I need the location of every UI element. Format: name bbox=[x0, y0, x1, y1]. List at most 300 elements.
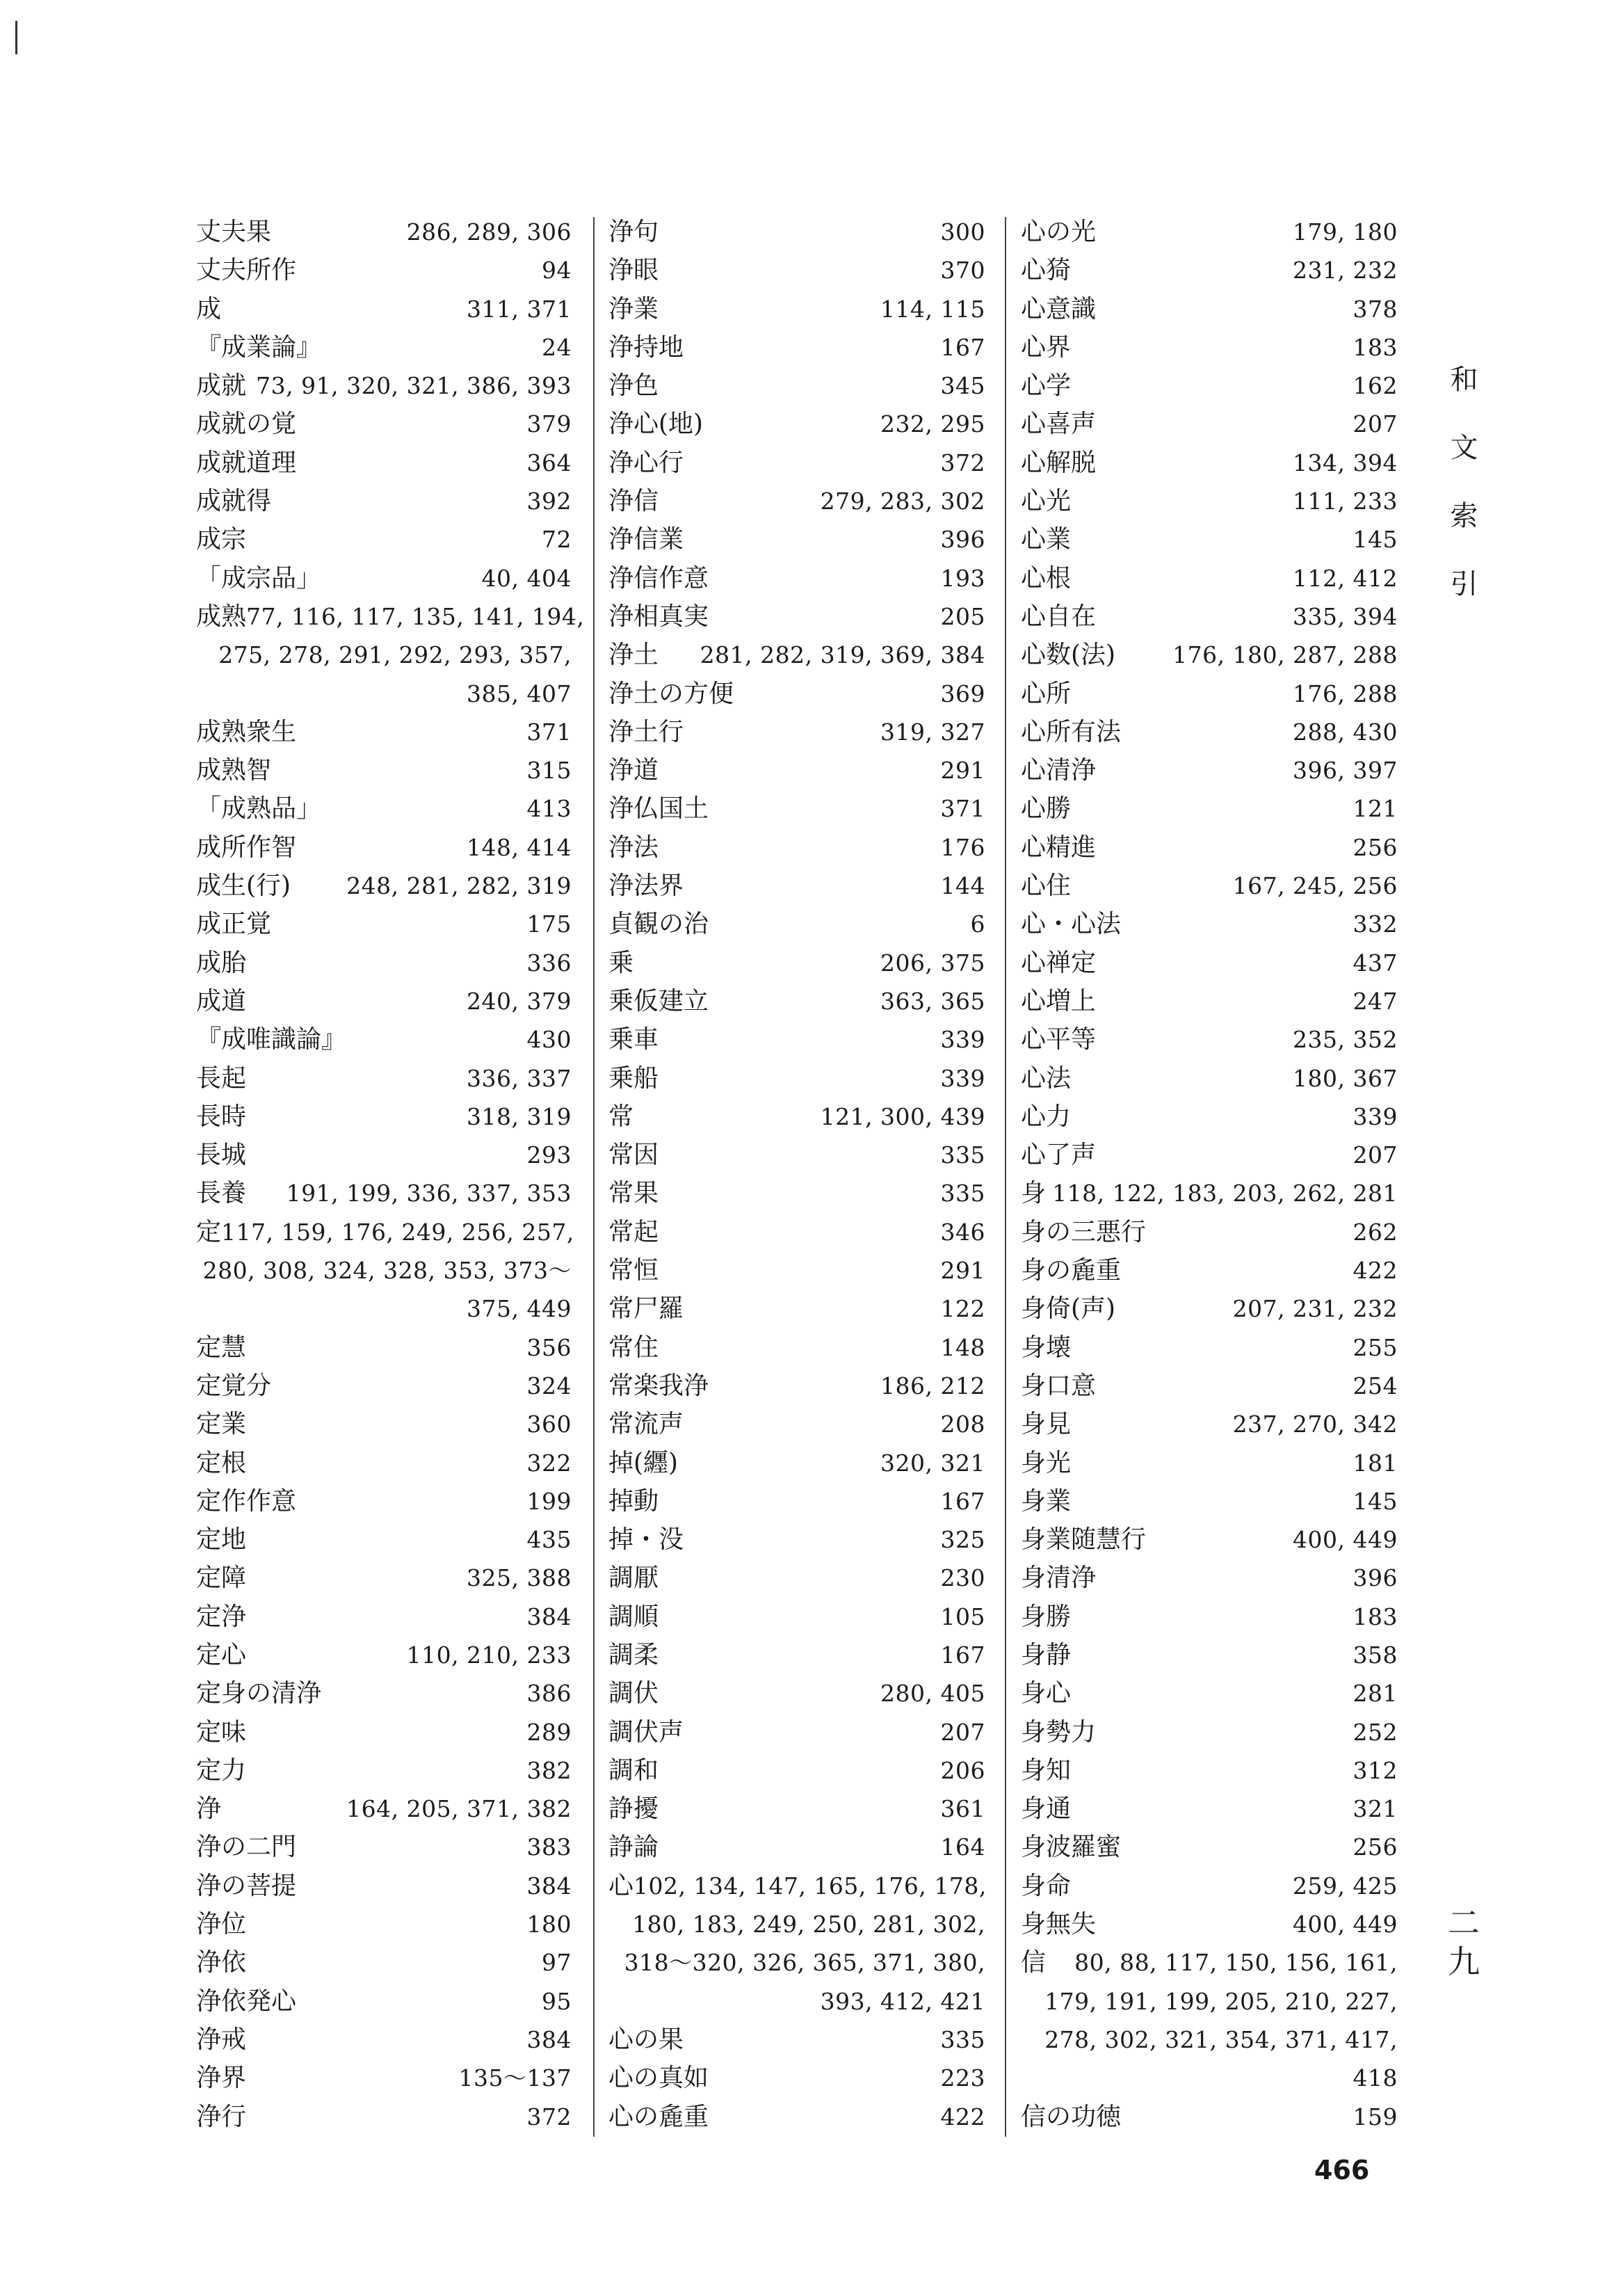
index-entry bbox=[608, 405, 985, 443]
index-entry bbox=[1021, 2098, 1398, 2136]
index-page-refs: 255 bbox=[1352, 1333, 1398, 1361]
index-term: 成 bbox=[196, 294, 222, 323]
index-term: 心・心法 bbox=[1021, 910, 1122, 939]
index-term: 身心 bbox=[1021, 1679, 1072, 1708]
index-term: 乗船 bbox=[608, 1063, 659, 1093]
index-term: 信 bbox=[1021, 1948, 1047, 1977]
index-term: 身の麁重 bbox=[1021, 1256, 1122, 1285]
index-term: 『成業論』 bbox=[196, 332, 322, 362]
index-page-refs: 384 bbox=[526, 1872, 572, 1900]
index-entry-continuation: 275, 278, 291, 292, 293, 357, bbox=[218, 641, 572, 669]
index-entry-continuation: 375, 449 bbox=[467, 1295, 572, 1323]
index-entry bbox=[196, 1636, 572, 1674]
index-term: 心了声 bbox=[1021, 1141, 1097, 1170]
index-entry bbox=[196, 1098, 572, 1136]
index-page-refs: 180 bbox=[526, 1911, 572, 1938]
index-entry bbox=[1021, 1674, 1398, 1712]
index-entry bbox=[1021, 751, 1398, 789]
index-entry bbox=[1021, 1636, 1398, 1674]
index-term: 乗車 bbox=[608, 1025, 659, 1054]
index-term: 常尸羅 bbox=[608, 1294, 684, 1324]
index-entry bbox=[196, 1405, 572, 1443]
index-entry bbox=[196, 1598, 572, 1636]
index-term: 定心 bbox=[196, 1640, 247, 1669]
index-entry bbox=[608, 1098, 985, 1136]
index-term: 成所作智 bbox=[196, 833, 297, 862]
index-page-refs: 286, 289, 306 bbox=[406, 218, 572, 246]
index-term: 浄位 bbox=[196, 1910, 247, 1939]
index-column-2 bbox=[608, 213, 985, 2136]
index-term: 浄持地 bbox=[608, 332, 684, 362]
index-term: 成熟 bbox=[196, 602, 247, 631]
index-term: 「成熟品」 bbox=[196, 794, 322, 824]
index-term: 心の果 bbox=[608, 2025, 684, 2054]
index-term: 心光 bbox=[1021, 487, 1072, 516]
index-page-refs: 207, 231, 232 bbox=[1232, 1295, 1398, 1323]
index-page-refs: 396 bbox=[1352, 1564, 1398, 1592]
index-entry bbox=[196, 2021, 572, 2059]
index-term: 身倚(声) bbox=[1021, 1294, 1116, 1324]
index-entry bbox=[608, 597, 985, 636]
index-entry bbox=[608, 1520, 985, 1559]
index-term: 成道 bbox=[196, 986, 247, 1015]
index-entry bbox=[608, 1290, 985, 1328]
index-page-refs: 230 bbox=[940, 1564, 985, 1592]
index-term: 成熟智 bbox=[196, 756, 272, 785]
index-entry bbox=[608, 1828, 985, 1866]
index-term: 心所有法 bbox=[1021, 717, 1122, 746]
index-term: 常楽我浄 bbox=[608, 1371, 709, 1400]
index-term: 身口意 bbox=[1021, 1371, 1097, 1400]
index-page-refs: 80, 88, 117, 150, 156, 161, bbox=[1074, 1949, 1398, 1977]
index-entry-continuation: 180, 183, 249, 250, 281, 302, bbox=[632, 1911, 985, 1938]
index-term: 浄の二門 bbox=[196, 1833, 297, 1862]
index-term: 貞観の治 bbox=[608, 910, 709, 939]
index-page-refs: 293 bbox=[526, 1141, 572, 1169]
index-entry bbox=[1021, 1136, 1398, 1174]
index-entry bbox=[608, 636, 985, 674]
index-page-refs: 40, 404 bbox=[481, 564, 572, 592]
index-term: 心禅定 bbox=[1021, 948, 1097, 977]
index-page-refs: 105 bbox=[940, 1603, 985, 1630]
index-term: 心喜声 bbox=[1021, 410, 1097, 439]
index-term: 常因 bbox=[608, 1141, 659, 1170]
index-term: 身の三悪行 bbox=[1021, 1217, 1147, 1246]
index-term: 浄の菩提 bbox=[196, 1871, 297, 1900]
index-term: 成宗 bbox=[196, 525, 247, 554]
index-page-refs: 207 bbox=[940, 1718, 985, 1746]
index-page-refs: 372 bbox=[526, 2103, 572, 2130]
index-page-refs: 372 bbox=[940, 449, 985, 476]
index-entry bbox=[608, 1213, 985, 1251]
index-page-refs: 336, 337 bbox=[467, 1064, 572, 1092]
index-page-refs: 254 bbox=[1352, 1372, 1398, 1399]
index-page-refs: 148 bbox=[940, 1333, 985, 1361]
index-page-refs: 176 bbox=[940, 833, 985, 861]
index-entry bbox=[608, 1444, 985, 1482]
index-page-refs: 167 bbox=[940, 1641, 985, 1669]
index-column-1 bbox=[196, 213, 585, 2136]
index-entry bbox=[608, 520, 985, 559]
index-page-refs: 144 bbox=[940, 872, 985, 900]
index-entry bbox=[608, 328, 985, 367]
index-page-refs: 176, 180, 287, 288 bbox=[1172, 641, 1398, 669]
index-term: 成胎 bbox=[196, 948, 247, 977]
index-page-refs: 77, 116, 117, 135, 141, 194, bbox=[246, 602, 585, 630]
index-term: 身無失 bbox=[1021, 1910, 1097, 1939]
index-term: 長城 bbox=[196, 1141, 247, 1170]
index-term: 心業 bbox=[1021, 525, 1072, 554]
index-page-refs: 320, 321 bbox=[880, 1449, 985, 1477]
margin-mark bbox=[15, 21, 17, 54]
index-term: 浄業 bbox=[608, 294, 659, 323]
index-entry bbox=[1021, 982, 1398, 1020]
index-entry bbox=[1021, 636, 1398, 674]
index-term: 浄眼 bbox=[608, 256, 659, 285]
index-page-refs: 164 bbox=[940, 1833, 985, 1861]
index-term: 「成宗品」 bbox=[196, 563, 322, 593]
index-term: 定覚分 bbox=[196, 1371, 272, 1400]
index-entry bbox=[1021, 789, 1398, 828]
index-entry bbox=[1021, 520, 1398, 559]
index-term: 身光 bbox=[1021, 1448, 1072, 1477]
index-term: 浄信作意 bbox=[608, 563, 709, 593]
index-entry bbox=[196, 2059, 572, 2097]
index-entry bbox=[1021, 597, 1398, 636]
index-term: 浄 bbox=[196, 1795, 222, 1824]
index-entry bbox=[196, 1020, 572, 1059]
index-page-refs: 339 bbox=[1352, 1102, 1398, 1130]
index-page-refs: 262 bbox=[1352, 1218, 1398, 1246]
index-entry bbox=[196, 444, 572, 482]
index-page-refs: 205 bbox=[940, 602, 985, 630]
index-page-refs: 358 bbox=[1352, 1641, 1398, 1669]
index-term: 身壊 bbox=[1021, 1333, 1072, 1362]
index-entry bbox=[1021, 1751, 1398, 1790]
index-page-refs: 435 bbox=[526, 1526, 572, 1554]
index-term: 心精進 bbox=[1021, 833, 1097, 862]
index-page-refs: 121 bbox=[1352, 795, 1398, 823]
index-entry bbox=[1021, 251, 1398, 289]
index-page-refs: 319, 327 bbox=[880, 718, 985, 746]
index-term: 成就得 bbox=[196, 487, 272, 516]
index-entry bbox=[1021, 828, 1398, 867]
index-entry bbox=[1021, 1482, 1398, 1520]
index-entry bbox=[608, 751, 985, 789]
index-term: 浄戒 bbox=[196, 2025, 247, 2054]
index-entry bbox=[196, 2098, 572, 2136]
index-term: 身通 bbox=[1021, 1795, 1072, 1824]
index-entry bbox=[1021, 1943, 1398, 1982]
index-page-refs: 361 bbox=[940, 1795, 985, 1823]
index-page-refs: 112, 412 bbox=[1293, 564, 1398, 592]
index-page-refs: 281, 282, 319, 369, 384 bbox=[700, 641, 985, 669]
index-term: 定力 bbox=[196, 1756, 247, 1785]
index-page-refs: 430 bbox=[526, 1026, 572, 1054]
index-entry bbox=[196, 1482, 572, 1520]
index-entry bbox=[608, 1020, 985, 1059]
index-term: 定浄 bbox=[196, 1602, 247, 1631]
index-entry bbox=[1021, 1251, 1398, 1290]
index-entry bbox=[608, 1405, 985, 1443]
index-page-refs: 208 bbox=[940, 1411, 985, 1438]
index-term: 身波羅蜜 bbox=[1021, 1833, 1122, 1862]
index-page-refs: 176, 288 bbox=[1293, 680, 1398, 707]
index-term: 定根 bbox=[196, 1448, 247, 1477]
index-term: 浄行 bbox=[196, 2102, 247, 2131]
index-entry bbox=[608, 1598, 985, 1636]
index-entry bbox=[196, 828, 572, 867]
index-page-refs: 379 bbox=[526, 410, 572, 438]
index-page-refs: 206 bbox=[940, 1756, 985, 1784]
index-term: 定 bbox=[196, 1217, 222, 1246]
index-entry bbox=[196, 1174, 572, 1212]
index-term: 心所 bbox=[1021, 679, 1072, 708]
index-entry bbox=[1021, 482, 1398, 520]
index-page-refs: 318, 319 bbox=[467, 1102, 572, 1130]
index-page-refs: 345 bbox=[940, 372, 985, 400]
index-entry bbox=[196, 944, 572, 982]
index-entry bbox=[1021, 1828, 1398, 1866]
index-entry bbox=[608, 789, 985, 828]
column-divider bbox=[593, 217, 595, 2137]
index-entry bbox=[1021, 1790, 1398, 1828]
index-page-refs: 183 bbox=[1352, 1603, 1398, 1630]
index-entry bbox=[196, 1828, 572, 1866]
index-entry bbox=[608, 444, 985, 482]
index-page-refs: 363, 365 bbox=[880, 987, 985, 1015]
index-page-refs: 311, 371 bbox=[467, 295, 572, 323]
index-term: 定地 bbox=[196, 1525, 247, 1555]
index-page-refs: 259, 425 bbox=[1293, 1872, 1398, 1900]
index-entry bbox=[1021, 1059, 1398, 1098]
index-term: 調順 bbox=[608, 1602, 659, 1631]
index-page-refs: 240, 379 bbox=[467, 987, 572, 1015]
index-term: 諍論 bbox=[608, 1833, 659, 1862]
index-entry bbox=[196, 1905, 572, 1943]
index-page-refs: 102, 134, 147, 165, 176, 178, bbox=[633, 1872, 987, 1900]
index-entry bbox=[1021, 405, 1398, 443]
index-page-refs: 378 bbox=[1352, 295, 1398, 323]
index-entry bbox=[608, 1328, 985, 1367]
index-entry bbox=[1021, 444, 1398, 482]
index-entry bbox=[608, 675, 985, 713]
index-entry bbox=[608, 713, 985, 751]
index-term: 成就道理 bbox=[196, 448, 297, 477]
index-entry bbox=[608, 982, 985, 1020]
index-entry bbox=[1021, 367, 1398, 405]
index-term: 乗 bbox=[608, 948, 634, 977]
index-entry bbox=[608, 1674, 985, 1712]
index-term: 心の麁重 bbox=[608, 2102, 709, 2131]
index-term: 浄相真実 bbox=[608, 602, 709, 631]
index-term: 心平等 bbox=[1021, 1025, 1097, 1054]
index-page-refs: 97 bbox=[542, 1949, 572, 1977]
index-term: 心住 bbox=[1021, 872, 1072, 901]
index-page-refs: 199 bbox=[526, 1487, 572, 1515]
index-page-refs: 134, 394 bbox=[1293, 449, 1398, 476]
index-page-refs: 369 bbox=[940, 680, 985, 707]
index-term: 調柔 bbox=[608, 1640, 659, 1669]
index-entry bbox=[608, 905, 985, 943]
index-entry bbox=[196, 1059, 572, 1098]
index-term: 心勝 bbox=[1021, 794, 1072, 824]
index-entry bbox=[196, 597, 585, 636]
index-term: 定身の清浄 bbox=[196, 1679, 322, 1708]
index-term: 常流声 bbox=[608, 1410, 684, 1439]
index-term: 心界 bbox=[1021, 332, 1072, 362]
index-page-refs: 94 bbox=[542, 257, 572, 284]
index-term: 長起 bbox=[196, 1063, 247, 1093]
section-numeral: 二九 bbox=[1443, 1906, 1480, 1984]
index-term: 心の真如 bbox=[608, 2064, 709, 2093]
index-page-refs: 335 bbox=[940, 1141, 985, 1169]
index-term: 成就 bbox=[196, 371, 247, 401]
index-term: 定障 bbox=[196, 1564, 247, 1593]
index-term: 丈夫所作 bbox=[196, 256, 297, 285]
index-entry bbox=[608, 1751, 985, 1790]
index-page-refs: 383 bbox=[526, 1833, 572, 1861]
index-entry bbox=[608, 251, 985, 289]
index-page-refs: 167 bbox=[940, 1487, 985, 1515]
index-entry bbox=[1021, 1559, 1398, 1597]
index-entry bbox=[608, 2059, 985, 2097]
index-entry bbox=[1021, 1905, 1398, 1943]
index-page-refs: 186, 212 bbox=[880, 1372, 985, 1399]
index-term: 浄法 bbox=[608, 833, 659, 862]
index-term: 常恒 bbox=[608, 1256, 659, 1285]
index-entry bbox=[196, 1136, 572, 1174]
index-term: 常果 bbox=[608, 1179, 659, 1208]
index-page-refs: 252 bbox=[1352, 1718, 1398, 1746]
index-term: 定業 bbox=[196, 1410, 247, 1439]
index-entry bbox=[196, 982, 572, 1020]
index-entry bbox=[196, 520, 572, 559]
index-page-refs: 24 bbox=[542, 333, 572, 361]
index-page-refs: 371 bbox=[940, 795, 985, 823]
index-page-refs: 122 bbox=[940, 1295, 985, 1323]
index-entry bbox=[608, 559, 985, 597]
index-page-refs: 384 bbox=[526, 2025, 572, 2053]
index-page-refs: 291 bbox=[940, 757, 985, 785]
index-entry bbox=[1021, 1213, 1398, 1251]
index-page-refs: 232, 295 bbox=[880, 410, 985, 438]
index-page-refs: 335 bbox=[940, 2025, 985, 2053]
index-entry bbox=[608, 1559, 985, 1597]
index-page-refs: 437 bbox=[1352, 949, 1398, 977]
index-entry bbox=[196, 1520, 572, 1559]
index-term: 長養 bbox=[196, 1179, 247, 1208]
index-entry bbox=[608, 828, 985, 867]
index-term: 浄界 bbox=[196, 2064, 247, 2093]
index-entry bbox=[608, 1713, 985, 1751]
index-entry bbox=[608, 2021, 985, 2059]
index-term: 常起 bbox=[608, 1217, 659, 1246]
index-page-refs: 181 bbox=[1352, 1449, 1398, 1477]
index-page-refs: 324 bbox=[526, 1372, 572, 1399]
index-term: 浄心行 bbox=[608, 448, 684, 477]
index-entry bbox=[196, 905, 572, 943]
index-page-refs: 247 bbox=[1352, 987, 1398, 1015]
index-entry bbox=[1021, 1174, 1398, 1212]
index-entry bbox=[196, 213, 572, 251]
index-entry bbox=[196, 1982, 572, 2021]
index-page-refs: 135～137 bbox=[458, 2064, 572, 2092]
index-term: 身知 bbox=[1021, 1756, 1072, 1785]
index-page-refs: 335, 394 bbox=[1293, 602, 1398, 630]
index-page-refs: 325, 388 bbox=[467, 1564, 572, 1592]
index-entry bbox=[1021, 713, 1398, 751]
index-entry bbox=[1021, 1713, 1398, 1751]
index-page-refs: 382 bbox=[526, 1756, 572, 1784]
index-entry-continuation: 393, 412, 421 bbox=[820, 1987, 985, 2015]
index-term: 心自在 bbox=[1021, 602, 1097, 631]
column-divider bbox=[1005, 217, 1006, 2137]
index-page-refs: 371 bbox=[526, 718, 572, 746]
index-term: 乗仮建立 bbox=[608, 986, 709, 1015]
index-entry bbox=[1021, 1328, 1398, 1367]
index-entry bbox=[608, 1174, 985, 1212]
index-term: 心法 bbox=[1021, 1063, 1072, 1093]
index-entry bbox=[196, 251, 572, 289]
index-page-refs: 356 bbox=[526, 1333, 572, 1361]
index-page-refs: 332 bbox=[1352, 910, 1398, 938]
index-entry-continuation: 280, 308, 324, 328, 353, 373～ bbox=[202, 1257, 572, 1285]
index-page-refs: 400, 449 bbox=[1293, 1911, 1398, 1938]
index-term: 成就の覚 bbox=[196, 410, 297, 439]
index-page-refs: 193 bbox=[940, 564, 985, 592]
index-entry bbox=[608, 1482, 985, 1520]
index-page-refs: 73, 91, 320, 321, 386, 393 bbox=[256, 372, 572, 400]
index-column-3 bbox=[1021, 213, 1398, 2136]
index-entry bbox=[196, 405, 572, 443]
index-page-refs: 321 bbox=[1352, 1795, 1398, 1823]
index-entry bbox=[196, 1751, 572, 1790]
index-entry bbox=[608, 1059, 985, 1098]
index-term: 成熟衆生 bbox=[196, 717, 297, 746]
index-term: 心学 bbox=[1021, 371, 1072, 401]
index-page-refs: 413 bbox=[526, 795, 572, 823]
index-entry bbox=[608, 290, 985, 328]
index-page-refs: 288, 430 bbox=[1293, 718, 1398, 746]
index-term: 成生(行) bbox=[196, 872, 291, 901]
index-term: 心の光 bbox=[1021, 218, 1097, 246]
index-page-refs: 315 bbox=[526, 757, 572, 785]
index-page-refs: 175 bbox=[526, 910, 572, 938]
index-term: 心意識 bbox=[1021, 294, 1097, 323]
index-term: 丈夫果 bbox=[196, 218, 272, 246]
index-term: 定慧 bbox=[196, 1333, 247, 1362]
index-page-refs: 370 bbox=[940, 257, 985, 284]
index-term: 身静 bbox=[1021, 1640, 1072, 1669]
index-entry bbox=[196, 1713, 572, 1751]
index-entry bbox=[1021, 1020, 1398, 1059]
index-page-refs: 336 bbox=[526, 949, 572, 977]
index-entry bbox=[1021, 1098, 1398, 1136]
index-page-refs: 339 bbox=[940, 1026, 985, 1054]
index-page-refs: 145 bbox=[1352, 1487, 1398, 1515]
index-entry bbox=[196, 751, 572, 789]
index-entry-continuation: 385, 407 bbox=[467, 680, 572, 707]
index-entry bbox=[608, 1790, 985, 1828]
index-entry bbox=[608, 1251, 985, 1290]
index-page-refs: 248, 281, 282, 319 bbox=[346, 872, 572, 900]
index-term: 心根 bbox=[1021, 563, 1072, 593]
index-term: 浄法界 bbox=[608, 872, 684, 901]
index-page-refs: 183 bbox=[1352, 333, 1398, 361]
index-term: 掉動 bbox=[608, 1486, 659, 1516]
index-term: 身命 bbox=[1021, 1871, 1072, 1900]
